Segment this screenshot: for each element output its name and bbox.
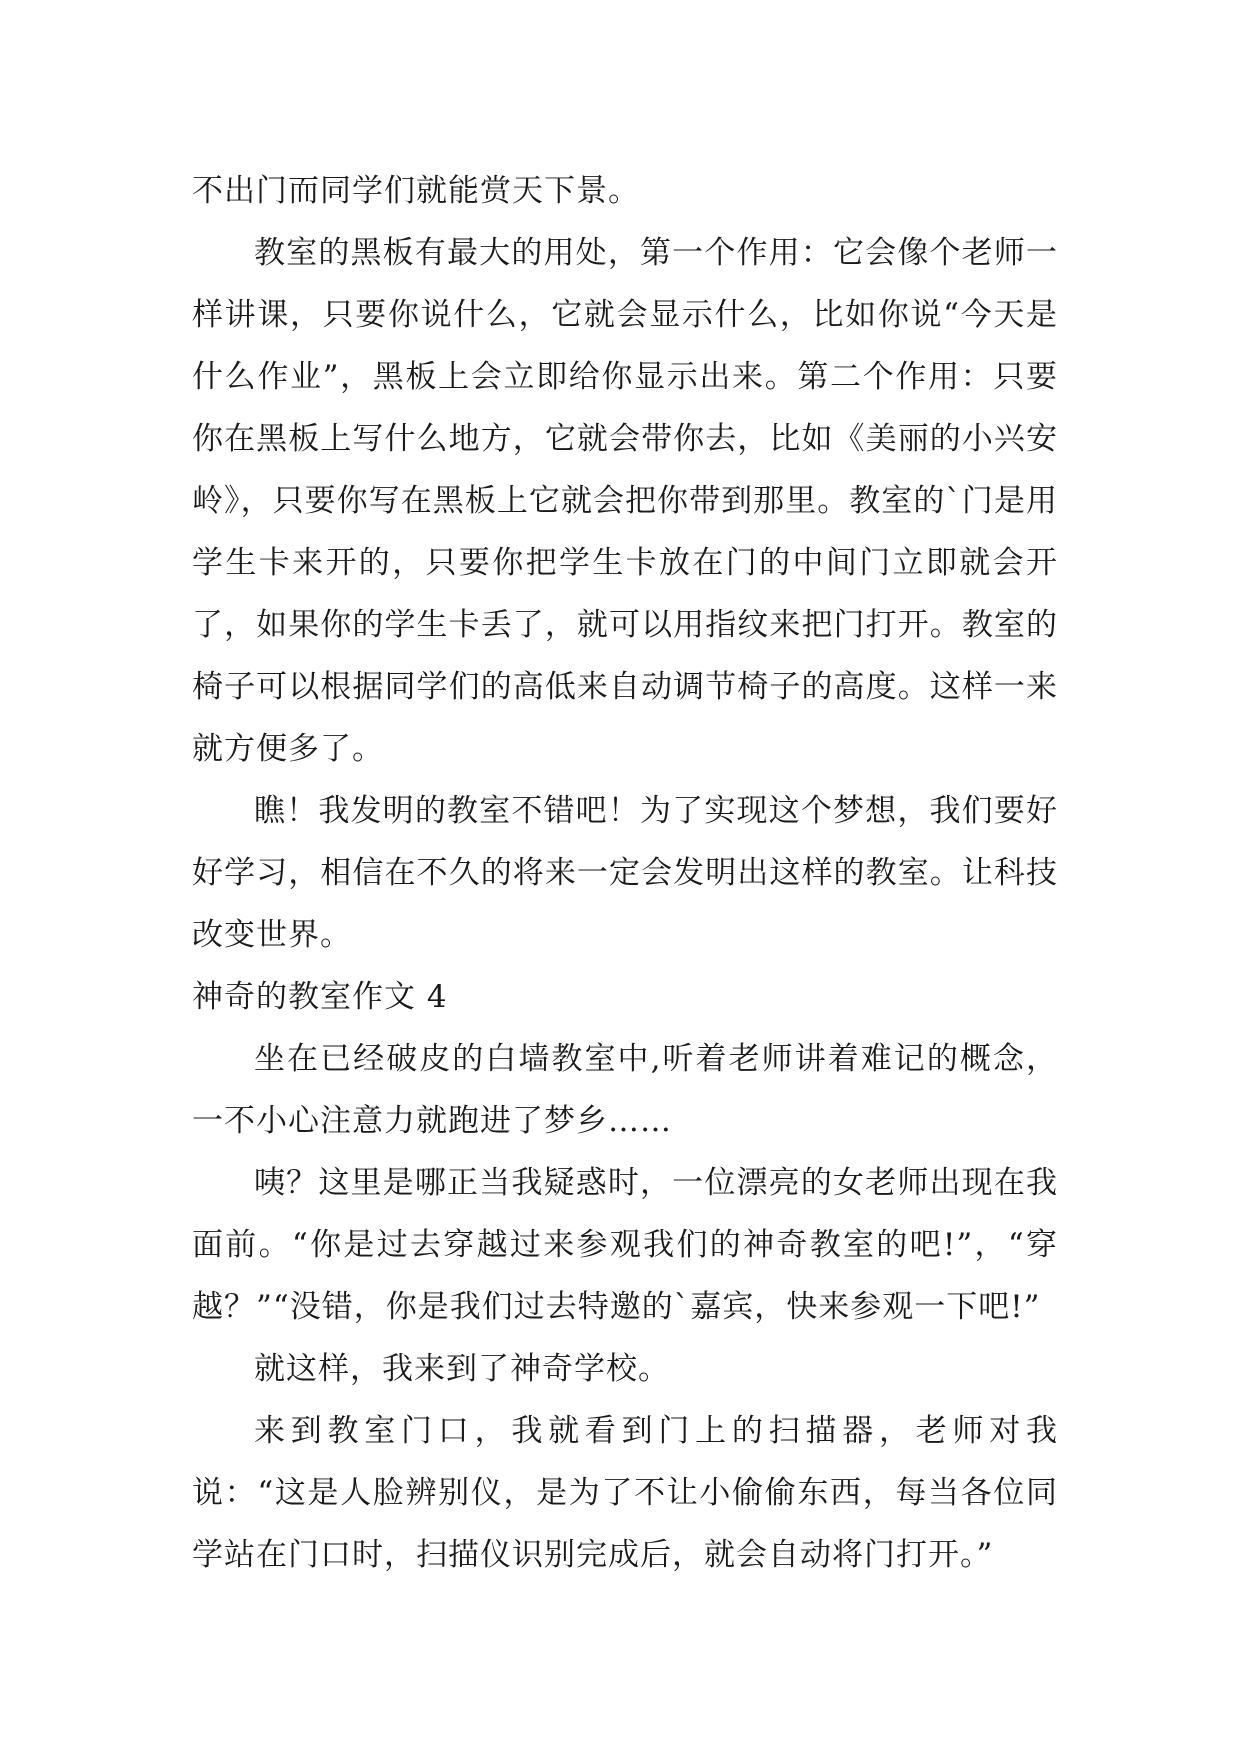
paragraph-door-scanner: 来到教室门口，我就看到门上的扫描器，老师对我说：“这是人脸辨别仪，是为了不让小偷偷东西，每当各位同学站在门口时，扫描仪识别完成后，就会自动将门打开。” xyxy=(192,1413,1058,1573)
paragraph-dream-start: 坐在已经破皮的白墙教室中,听着老师讲着难记的概念，一不小心注意力就跑进了梦乡…… xyxy=(192,1041,1058,1139)
document-body xyxy=(192,160,1058,1586)
paragraph-arrival: 就这样，我来到了神奇学校。 xyxy=(254,1351,670,1387)
paragraph-teacher-meeting: 咦？这里是哪正当我疑惑时，一位漂亮的女老师出现在我面前。“你是过去穿越过来参观我们的神奇教室的吧!”，“穿越？”“没错，你是我们过去特邀的`嘉宾，快来参观一下吧!” xyxy=(192,1165,1058,1325)
paragraph-conclusion: 瞧！我发明的教室不错吧！为了实现这个梦想，我们要好好学习，相信在不久的将来一定会发明出这样的教室。让科技改变世界。 xyxy=(192,793,1058,953)
paragraph-continuation: 不出门而同学们就能赏天下景。 xyxy=(192,173,640,209)
paragraph-blackboard: 教室的黑板有最大的用处，第一个作用：它会像个老师一样讲课，只要你说什么，它就会显示什么，比如你说“今天是什么作业”，黑板上会立即给你显示出来。第二个作用：只要你在黑板上写什么地方，它就会带你去，比如《美丽的小兴安岭》，只要你写在黑板上它就会把你带到那里。教室的`门是用学生卡来开的，只要你把学生卡放在门的中间门立即就会开了，如果你的学生卡丢了，就可以用指纹来把门打开。教室的椅子可以根据同学们的高低来自动调节椅子的高度。这样一来就方便多了。 xyxy=(192,235,1058,767)
essay-heading: 神奇的教室作文 4 xyxy=(192,979,448,1015)
